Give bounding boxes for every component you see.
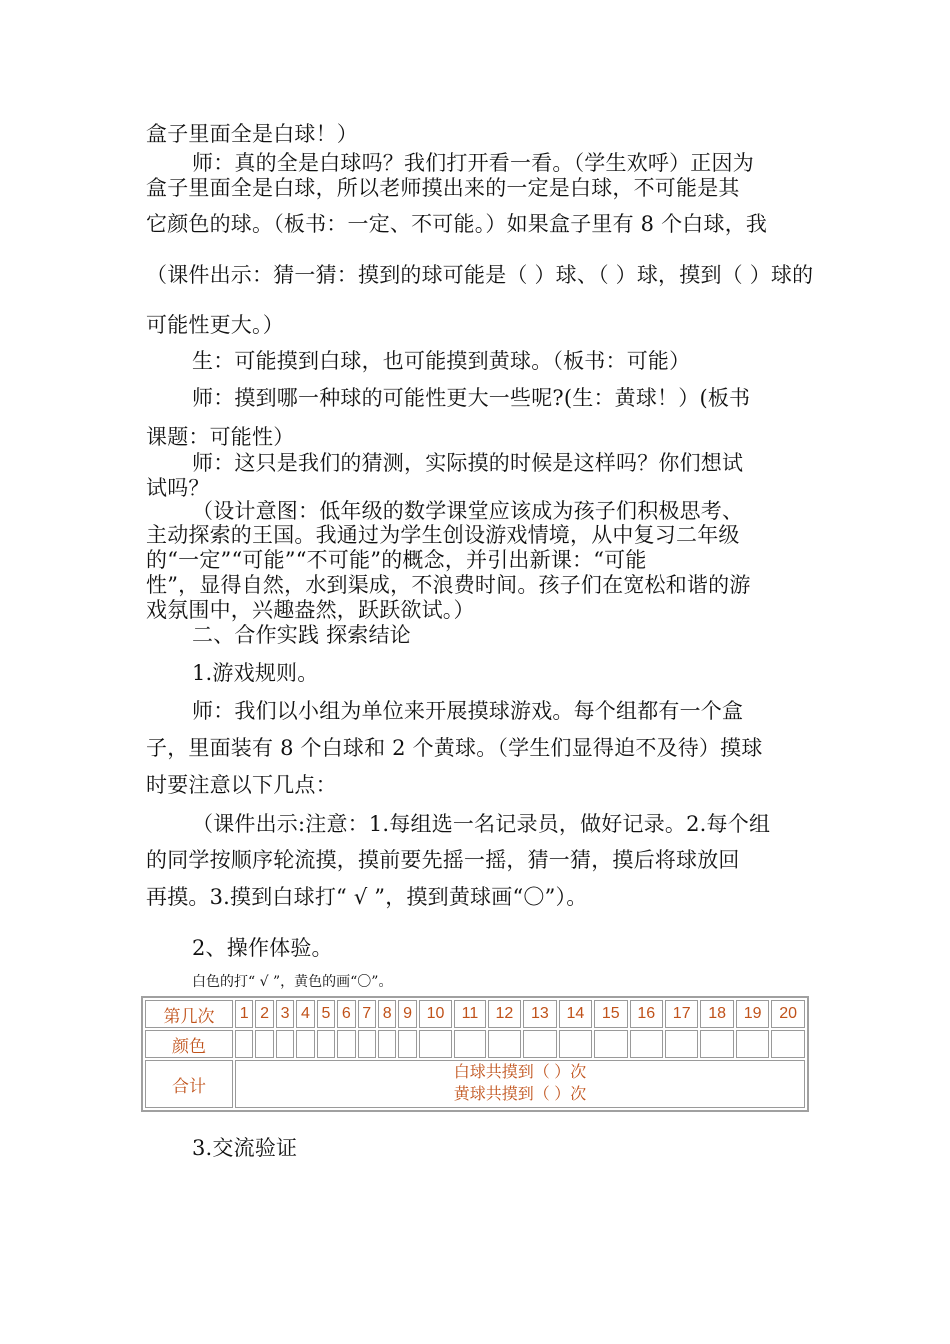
paragraph-line: 盒子里面全是白球！） [146, 122, 358, 146]
color-cell[interactable] [665, 1030, 698, 1058]
color-cell[interactable] [419, 1030, 452, 1058]
paragraph-line: 时要注意以下几点： [146, 773, 337, 797]
draw-number-cell: 19 [736, 1000, 769, 1028]
color-cell[interactable] [736, 1030, 769, 1058]
draw-number-cell: 2 [255, 1000, 273, 1028]
paragraph-line: 再摸。3.摸到白球打“ √ ”，摸到黄球画“〇”）。 [146, 885, 588, 909]
color-cell[interactable] [276, 1030, 294, 1058]
color-cell[interactable] [358, 1030, 376, 1058]
color-cell[interactable] [454, 1030, 485, 1058]
row-label-draw-number: 第几次 [145, 1000, 233, 1028]
white-ball-count-text: 白球共摸到（ ）次 [453, 1064, 587, 1081]
color-cell[interactable] [235, 1030, 253, 1058]
subsection-heading: 2、操作体验。 [192, 936, 333, 960]
color-cell[interactable] [630, 1030, 663, 1058]
draw-number-cell: 10 [419, 1000, 452, 1028]
draw-number-cell: 9 [398, 1000, 416, 1028]
draw-number-cell: 8 [378, 1000, 396, 1028]
draw-number-cell: 3 [276, 1000, 294, 1028]
subsection-heading: 3.交流验证 [192, 1136, 298, 1160]
total-summary-cell [235, 1060, 805, 1108]
color-cell[interactable] [559, 1030, 592, 1058]
table-row [145, 1030, 805, 1058]
paragraph-line: （课件出示:注意：1.每组选一名记录员，做好记录。2.每个组 [192, 812, 771, 836]
color-cell[interactable] [398, 1030, 416, 1058]
draw-number-cell: 18 [700, 1000, 733, 1028]
row-label-total: 合计 [145, 1060, 233, 1108]
draw-number-cell: 12 [488, 1000, 521, 1028]
paragraph-line: 试吗？ [146, 476, 210, 500]
paragraph-line: （设计意图：低年级的数学课堂应该成为孩子们积极思考、 [192, 499, 744, 523]
draw-number-cell: 15 [594, 1000, 627, 1028]
paragraph-line: 戏氛围中，兴趣盎然，跃跃欲试。） [146, 598, 475, 622]
record-table [141, 996, 809, 1112]
paragraph-line: 师：我们以小组为单位来开展摸球游戏。每个组都有一个盒 [192, 699, 744, 723]
draw-number-cell: 11 [454, 1000, 485, 1028]
draw-number-cell: 4 [296, 1000, 314, 1028]
paragraph-line: 的同学按顺序轮流摸，摸前要先摇一摇，猜一猜，摸后将球放回 [146, 848, 740, 872]
yellow-ball-count-text: 黄球共摸到（ ）次 [453, 1086, 587, 1103]
section-heading: 二、合作实践 探索结论 [192, 623, 411, 647]
draw-number-cell: 14 [559, 1000, 592, 1028]
draw-number-cell: 1 [235, 1000, 253, 1028]
paragraph-line: （课件出示：猜一猜：摸到的球可能是（ ）球、（ ）球，摸到（ ）球的 [146, 263, 814, 287]
paragraph-line: 主动探索的王国。我通过为学生创设游戏情境，从中复习二年级 [146, 523, 740, 547]
paragraph-line: 可能性更大。） [146, 313, 284, 337]
table-row [145, 1000, 805, 1028]
paragraph-line: 它颜色的球。（板书：一定、不可能。）如果盒子里有 8 个白球，我 [146, 212, 768, 236]
color-cell[interactable] [594, 1030, 627, 1058]
paragraph-line: 性”，显得自然，水到渠成，不浪费时间。孩子们在宽松和谐的游 [146, 573, 751, 597]
paragraph-line: 的“一定”“可能”“不可能”的概念，并引出新课：“可能 [146, 548, 647, 572]
paragraph-line: 生：可能摸到白球，也可能摸到黄球。（板书：可能） [192, 349, 691, 373]
subsection-heading: 1.游戏规则。 [192, 661, 319, 685]
paragraph-line: 师：真的全是白球吗？我们打开看一看。（学生欢呼）正因为 [192, 151, 754, 175]
draw-number-cell: 6 [337, 1000, 355, 1028]
color-cell[interactable] [255, 1030, 273, 1058]
draw-number-cell: 17 [665, 1000, 698, 1028]
paragraph-line: 师：这只是我们的猜测，实际摸的时候是这样吗？你们想试 [192, 451, 744, 475]
color-cell[interactable] [378, 1030, 396, 1058]
color-cell[interactable] [296, 1030, 314, 1058]
draw-number-cell: 7 [358, 1000, 376, 1028]
color-cell[interactable] [488, 1030, 521, 1058]
paragraph-line: 盒子里面全是白球，所以老师摸出来的一定是白球，不可能是其 [146, 176, 740, 200]
draw-number-cell: 5 [317, 1000, 335, 1028]
paragraph-line: 师：摸到哪一种球的可能性更大一些呢?(生：黄球！）(板书 [192, 386, 751, 410]
color-cell[interactable] [771, 1030, 805, 1058]
table-note: 白色的打“ √ ”，黄色的画“〇”。 [192, 974, 393, 990]
draw-number-cell: 16 [630, 1000, 663, 1028]
paragraph-line: 子，里面装有 8 个白球和 2 个黄球。（学生们显得迫不及待）摸球 [146, 736, 763, 760]
draw-number-cell: 13 [523, 1000, 556, 1028]
color-cell[interactable] [337, 1030, 355, 1058]
row-label-color: 颜色 [145, 1030, 233, 1058]
paragraph-line: 课题：可能性） [146, 425, 295, 449]
draw-number-cell: 20 [771, 1000, 805, 1028]
color-cell[interactable] [317, 1030, 335, 1058]
color-cell[interactable] [523, 1030, 556, 1058]
color-cell[interactable] [700, 1030, 733, 1058]
table-row [145, 1060, 805, 1108]
